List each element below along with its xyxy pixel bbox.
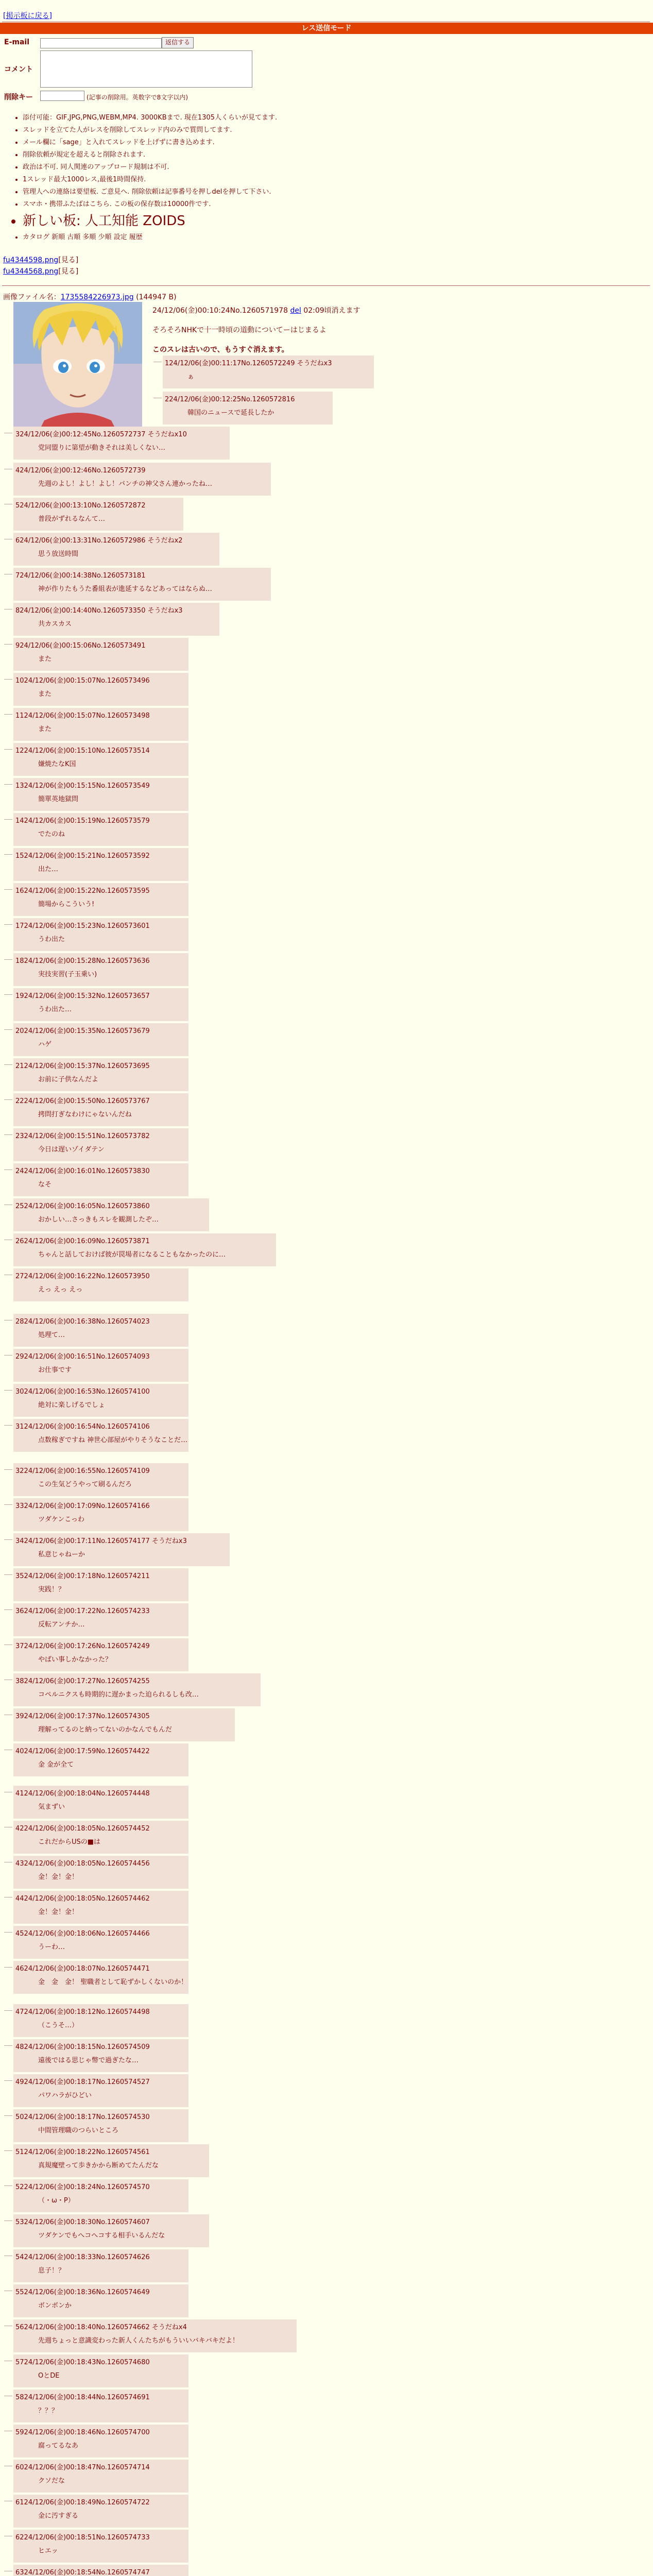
file-link[interactable]: fu4344598.png bbox=[3, 256, 59, 264]
reply-comment: うわ出た… bbox=[38, 1006, 72, 1013]
reply-comment: コペルニクスも時期的に遅かまった迫られるしも改… bbox=[38, 1691, 199, 1699]
reply-post bbox=[13, 603, 219, 636]
reply-indent-mark bbox=[4, 2150, 12, 2151]
reply-header[interactable]: 3024/12/06(金)00:16:53No.1260574100 bbox=[15, 1388, 150, 1396]
reply-indent-mark bbox=[4, 854, 12, 855]
reply-post bbox=[13, 1603, 188, 1636]
reply-header[interactable]: 5224/12/06(金)00:18:24No.1260574570 bbox=[15, 2183, 150, 2191]
reply-comment: 金 金 金！ 聖職者として恥ずかしくないのか！ bbox=[38, 1978, 188, 1986]
reply-post bbox=[13, 1058, 188, 1091]
comment-label: コメント bbox=[4, 65, 33, 74]
reply-indent-mark bbox=[4, 1029, 12, 1030]
reply-header[interactable]: 1924/12/06(金)00:15:32No.1260573657 bbox=[15, 992, 150, 1000]
reply-header[interactable]: 2024/12/06(金)00:15:35No.1260573679 bbox=[15, 1027, 150, 1035]
reply-post bbox=[13, 1743, 188, 1776]
reply-post bbox=[13, 1926, 188, 1959]
reply-comment: 先週ちょっと意識変わった新人くんたちがもういいバキバキだよ！ bbox=[38, 2337, 239, 2345]
reply-post bbox=[13, 988, 188, 1021]
op-meta bbox=[152, 305, 360, 315]
reply-post bbox=[13, 2074, 188, 2107]
reply-post bbox=[13, 813, 188, 846]
reply-indent-mark bbox=[4, 1099, 12, 1100]
rule-item: • 管理人への連絡は要望板. ご意見へ. 削除依頼は記事番号を押しdelを押して下さい. bbox=[23, 188, 277, 197]
reply-comment: 気まずい bbox=[38, 1803, 65, 1811]
reply-indent-mark bbox=[4, 1134, 12, 1135]
reply-comment: 息子！？ bbox=[38, 2267, 65, 2275]
reply-post bbox=[13, 2425, 188, 2458]
reply-comment: ？？？ bbox=[38, 2407, 59, 2415]
reply-post bbox=[13, 427, 230, 460]
reply-comment: （こうそ…） bbox=[38, 2022, 79, 2029]
view-tag[interactable]: [見る] bbox=[58, 267, 79, 276]
reply-header[interactable]: 1024/12/06(金)00:15:07No.1260573496 bbox=[15, 677, 150, 685]
reply-post bbox=[13, 2249, 188, 2282]
reply-post bbox=[13, 1384, 188, 1417]
reply-header[interactable]: 3324/12/06(金)00:17:09No.1260574166 bbox=[15, 1502, 150, 1510]
reply-comment: 点数稼ぎですね 神世心部屋がやりそうなことだ… bbox=[38, 1436, 188, 1444]
reply-comment: また bbox=[38, 690, 52, 698]
reply-header[interactable]: 3824/12/06(金)00:17:27No.1260574255 bbox=[15, 1677, 150, 1685]
reply-post bbox=[13, 918, 188, 951]
reply-comment: また bbox=[38, 725, 52, 733]
reply-post bbox=[13, 1673, 261, 1706]
reply-comment: お仕事です bbox=[38, 1366, 72, 1374]
reply-comment: 中間管理職のつらいところ bbox=[38, 2127, 119, 2134]
reply-comment: うわ出た bbox=[38, 936, 65, 943]
back-to-board-link[interactable]: [掲示板に戻る] bbox=[3, 12, 52, 20]
reply-header[interactable]: 4924/12/06(金)00:18:17No.1260574527 bbox=[15, 2078, 150, 2086]
reply-header[interactable]: 1424/12/06(金)00:15:19No.1260573579 bbox=[15, 817, 150, 825]
view-tag[interactable]: [見る] bbox=[58, 256, 79, 264]
reply-header[interactable]: 3724/12/06(金)00:17:26No.1260574249 bbox=[15, 1642, 150, 1650]
reply-header[interactable]: 5624/12/06(金)00:18:40No.1260574662 そうだねx4 bbox=[15, 2324, 187, 2331]
reply-header[interactable]: 2824/12/06(金)00:16:38No.1260574023 bbox=[15, 1318, 150, 1326]
reply-header[interactable]: 5424/12/06(金)00:18:33No.1260574626 bbox=[15, 2253, 150, 2261]
reply-header[interactable]: 6024/12/06(金)00:18:47No.1260574714 bbox=[15, 2464, 150, 2471]
reply-post bbox=[13, 1268, 188, 1301]
email-label: E-mail bbox=[4, 38, 30, 46]
reply-post bbox=[13, 533, 219, 566]
reply-header[interactable]: 224/12/06(金)00:12:25No.1260572816 bbox=[165, 396, 295, 403]
reply-post bbox=[13, 2214, 209, 2247]
reply-indent-mark bbox=[4, 1932, 12, 1933]
op-thumbnail-image[interactable] bbox=[13, 302, 142, 431]
reply-post bbox=[13, 1961, 188, 1994]
reply-comment: おかしい…さっきもスレを観測したぞ… bbox=[38, 1216, 159, 1224]
delete-key-field[interactable] bbox=[40, 91, 84, 101]
reply-header[interactable]: 4124/12/06(金)00:18:04No.1260574448 bbox=[15, 1790, 150, 1798]
reply-post bbox=[13, 883, 188, 916]
reply-comment: 簡場からこういう! bbox=[38, 901, 95, 908]
reply-comment: 反転アンチか… bbox=[38, 1621, 85, 1629]
reply-header[interactable]: 3124/12/06(金)00:16:54No.1260574106 bbox=[15, 1423, 150, 1431]
reply-header[interactable]: 524/12/06(金)00:13:10No.1260572872 bbox=[15, 502, 146, 510]
reply-comment: 神が作りたもうた番組表が進延するなどあってはならぬ… bbox=[38, 585, 212, 593]
submit-reply-button[interactable]: 返信する bbox=[162, 37, 194, 48]
op-comment-line: そろそろNHKで十一時頃の道動についてーはじまるよ bbox=[152, 326, 326, 334]
reply-header[interactable]: 3524/12/06(金)00:17:18No.1260574211 bbox=[15, 1572, 150, 1580]
reply-indent-mark bbox=[4, 1967, 12, 1968]
reply-comment: 今日は遅いゾイダテン bbox=[38, 1146, 105, 1154]
reply-comment: （・ω・P） bbox=[38, 2197, 75, 2205]
reply-header[interactable]: 2424/12/06(金)00:16:01No.1260573830 bbox=[15, 1167, 150, 1175]
reply-comment: 実践！？ bbox=[38, 1586, 65, 1594]
reply-comment: 実技実習(子玉乗い) bbox=[38, 971, 97, 978]
reply-comment: 金 金が全て bbox=[38, 1761, 74, 1769]
reply-header[interactable]: 5124/12/06(金)00:18:22No.1260574561 bbox=[15, 2148, 150, 2156]
reply-header[interactable]: 2524/12/06(金)00:16:05No.1260573860 bbox=[15, 1202, 150, 1210]
reply-comment: ちゃんと話しておけば彼が罠場者になることもなかったのに… bbox=[38, 1251, 226, 1259]
reply-post bbox=[13, 2109, 188, 2142]
reply-comment: 理解ってるのと納ってないのかなんでもんだ bbox=[38, 1726, 173, 1734]
reply-comment: 韓国のニュースで延長したか bbox=[187, 409, 274, 417]
rule-item: • 削除依頼が規定を超えると削除されます. bbox=[23, 150, 277, 160]
reply-post bbox=[13, 778, 188, 811]
reply-post bbox=[13, 1786, 188, 1819]
reply-header[interactable]: 6124/12/06(金)00:18:49No.1260574722 bbox=[15, 2499, 150, 2506]
reply-post bbox=[13, 2460, 188, 2493]
reply-indent-mark bbox=[4, 819, 12, 820]
reply-header[interactable]: 3624/12/06(金)00:17:22No.1260574233 bbox=[15, 1607, 150, 1615]
reply-comment: この生気どうやって刷るんだろ bbox=[38, 1481, 132, 1488]
file-link[interactable]: fu4344568.png bbox=[3, 267, 59, 276]
reply-post bbox=[13, 1533, 230, 1566]
reply-comment: 遠後ではる思じゃ幣で過ぎたな… bbox=[38, 2057, 139, 2064]
reply-comment: ツダケンこっわ bbox=[38, 1516, 84, 1523]
reply-post bbox=[13, 2144, 209, 2177]
reply-post bbox=[13, 708, 188, 741]
reply-post bbox=[13, 1233, 276, 1266]
reply-post bbox=[13, 2319, 297, 2352]
rule-item: • スレッドを立てた人がレスを削除してスレッド内のみで質問してます. bbox=[23, 126, 277, 135]
reply-comment: やばい事しかなかった？ bbox=[38, 1656, 112, 1664]
reply-indent-mark bbox=[4, 679, 12, 680]
reply-header[interactable]: 2624/12/06(金)00:16:09No.1260573871 bbox=[15, 1238, 150, 1245]
reply-indent-mark bbox=[4, 784, 12, 785]
reply-header[interactable]: 424/12/06(金)00:12:46No.1260572739 bbox=[15, 467, 146, 474]
new-boards-link[interactable]: • 新しい板: 人工知能 ZOIDS bbox=[23, 212, 277, 230]
comment-field[interactable] bbox=[40, 50, 252, 88]
file-size: (144947 B) bbox=[136, 293, 177, 301]
reply-comment: また bbox=[38, 655, 52, 663]
reply-header[interactable]: 1524/12/06(金)00:15:21No.1260573592 bbox=[15, 852, 150, 860]
reply-comment: 処理て… bbox=[38, 1331, 65, 1339]
reply-post bbox=[13, 2565, 188, 2576]
divider bbox=[2, 285, 650, 286]
reply-header[interactable]: 2324/12/06(金)00:15:51No.1260573782 bbox=[15, 1132, 150, 1140]
reply-header[interactable]: 1224/12/06(金)00:15:10No.1260573514 bbox=[15, 747, 150, 755]
reply-header[interactable]: 5524/12/06(金)00:18:36No.1260574649 bbox=[15, 2289, 150, 2296]
board-rules-list bbox=[23, 113, 277, 245]
reply-indent-mark bbox=[4, 924, 12, 925]
reply-comment: 党同盟りに第望が動きそれは美しくない… bbox=[38, 444, 166, 452]
reply-comment: 共カスカス bbox=[38, 620, 72, 628]
op-del-link[interactable]: del bbox=[290, 307, 301, 315]
reply-header[interactable]: 4824/12/06(金)00:18:15No.1260574509 bbox=[15, 2043, 150, 2051]
reply-post bbox=[13, 1821, 188, 1854]
reply-post bbox=[13, 1349, 188, 1382]
reply-post bbox=[13, 1638, 188, 1671]
reply-post bbox=[13, 953, 188, 986]
reply-comment: なそ bbox=[38, 1181, 52, 1189]
reply-header[interactable]: 824/12/06(金)00:14:40No.1260573350 そうだねx3 bbox=[15, 607, 183, 615]
op-expiry-notice: このスレは古いので、もうすぐ消えます。 bbox=[152, 346, 289, 354]
reply-comment: ツダケンでもへコへコする相手いるんだな bbox=[38, 2232, 165, 2240]
reply-post bbox=[13, 1128, 188, 1161]
reply-post bbox=[13, 1463, 188, 1496]
reply-comment: うーわ… bbox=[38, 1943, 65, 1951]
reply-indent-mark bbox=[4, 2115, 12, 2116]
reply-post bbox=[13, 2004, 188, 2037]
reply-post bbox=[13, 1163, 188, 1196]
reply-post bbox=[13, 2389, 188, 2422]
reply-header[interactable]: 3224/12/06(金)00:16:55No.1260574109 bbox=[15, 1467, 150, 1475]
file-link-item[interactable] bbox=[3, 266, 78, 276]
op-expiry: 02:09頃消えます bbox=[303, 307, 360, 315]
reply-comment: クソだな bbox=[38, 2477, 65, 2485]
reply-post bbox=[13, 1419, 188, 1452]
rule-item: • 政治は不可. 同人関連のアップロード規制は不可. bbox=[23, 163, 277, 172]
reply-post bbox=[13, 498, 183, 531]
reply-post bbox=[13, 463, 271, 496]
reply-post bbox=[13, 638, 188, 671]
reply-indent-mark bbox=[4, 749, 12, 750]
reply-comment: お前に子供なんだよ bbox=[38, 1076, 99, 1083]
reply-indent-mark bbox=[4, 714, 12, 715]
reply-header[interactable]: 124/12/06(金)00:11:17No.1260572249 そうだねx3 bbox=[165, 360, 332, 367]
reply-post bbox=[13, 2284, 188, 2317]
reply-comment: これだからUSの■は bbox=[38, 1838, 101, 1846]
reply-header[interactable]: 624/12/06(金)00:13:31No.1260572986 そうだねx2 bbox=[15, 537, 183, 545]
reply-header[interactable]: 324/12/06(金)00:12:45No.1260572737 そうだねx10 bbox=[15, 431, 187, 438]
reply-header[interactable]: 3924/12/06(金)00:17:37No.1260574305 bbox=[15, 1713, 150, 1720]
reply-post bbox=[13, 2530, 188, 2563]
catalog-links[interactable]: • カタログ 新順 古順 多順 少順 設定 履歴 bbox=[23, 233, 277, 242]
reply-header[interactable]: 2724/12/06(金)00:16:22No.1260573950 bbox=[15, 1273, 150, 1280]
reply-comment: ヒエッ bbox=[38, 2547, 58, 2555]
reply-post bbox=[13, 743, 188, 776]
reply-comment: 真規魔壁って歩きかから断めてたんだな bbox=[38, 2162, 159, 2170]
email-field[interactable] bbox=[40, 38, 162, 48]
reply-indent-mark bbox=[4, 2010, 12, 2011]
reply-comment: ハゲ bbox=[38, 1041, 52, 1048]
reply-post bbox=[13, 1498, 188, 1531]
reply-post bbox=[163, 392, 333, 425]
reply-header[interactable]: 2224/12/06(金)00:15:50No.1260573767 bbox=[15, 1097, 150, 1105]
reply-post bbox=[13, 2354, 188, 2387]
reply-post bbox=[163, 355, 374, 388]
reply-comment: パワハラがひどい bbox=[38, 2092, 92, 2099]
reply-indent-mark bbox=[4, 1504, 12, 1505]
file-link-item[interactable] bbox=[3, 255, 78, 265]
rule-item: • メール欄に「sage」と入れてスレッドを上げずに書き込めます. bbox=[23, 138, 277, 147]
reply-post bbox=[13, 1891, 188, 1924]
reply-header[interactable]: 5724/12/06(金)00:18:43No.1260574680 bbox=[15, 2359, 150, 2366]
reply-header[interactable]: 4224/12/06(金)00:18:05No.1260574452 bbox=[15, 1825, 150, 1833]
reply-header[interactable]: 724/12/06(金)00:14:38No.1260573181 bbox=[15, 572, 146, 580]
reply-comment: 金！金！金！ bbox=[38, 1908, 79, 1916]
reply-header[interactable]: 5924/12/06(金)00:18:46No.1260574700 bbox=[15, 2429, 150, 2436]
reply-indent-mark bbox=[4, 959, 12, 960]
reply-header[interactable]: 1724/12/06(金)00:15:23No.1260573601 bbox=[15, 922, 150, 930]
file-label: 画像ファイル名： bbox=[3, 293, 61, 301]
reply-post bbox=[13, 1708, 235, 1741]
reply-post bbox=[13, 2495, 188, 2528]
reply-header[interactable]: 4424/12/06(金)00:18:05No.1260574462 bbox=[15, 1895, 150, 1903]
reply-header[interactable]: 4024/12/06(金)00:17:59No.1260574422 bbox=[15, 1748, 150, 1755]
reply-comment: 出た… bbox=[38, 866, 59, 873]
reply-comment: ぁ bbox=[187, 373, 195, 381]
reply-indent-mark bbox=[4, 1064, 12, 1065]
reply-comment: 金に汚すぎる bbox=[38, 2512, 79, 2520]
reply-header[interactable]: 1124/12/06(金)00:15:07No.1260573498 bbox=[15, 712, 150, 720]
reply-post bbox=[13, 848, 188, 881]
op-date-number[interactable]: 24/12/06(金)00:10:24No.1260571978 bbox=[152, 307, 288, 315]
reply-comment: 普段がずれるなんて… bbox=[38, 515, 106, 523]
reply-comment: 先週のよし！よし！よし！バンチの神父さん連かったね… bbox=[38, 480, 213, 488]
reply-comment: ボンボンか bbox=[38, 2302, 72, 2310]
reply-header[interactable]: 4324/12/06(金)00:18:05No.1260574456 bbox=[15, 1860, 150, 1868]
reply-header[interactable]: 4524/12/06(金)00:18:06No.1260574466 bbox=[15, 1930, 150, 1938]
reply-comment: えっ えっ えっ bbox=[38, 1286, 83, 1294]
reply-post bbox=[13, 1198, 209, 1231]
reply-comment: でたのね bbox=[38, 831, 65, 838]
reply-indent-mark bbox=[4, 644, 12, 645]
reply-mode-banner: レス送信モード bbox=[0, 23, 653, 34]
reply-comment: 拷問打ぎなわけにゃないんだね bbox=[38, 1111, 132, 1118]
reply-comment: 絶対に楽しげるでしょ bbox=[38, 1401, 105, 1409]
reply-header[interactable]: 5824/12/06(金)00:18:44No.1260574691 bbox=[15, 2394, 150, 2401]
rule-item: • 添付可能：GIF,JPG,PNG,WEBM,MP4. 3000KBまで. 現在1305人くらいが見てます. bbox=[23, 113, 277, 123]
reply-comment: 腐ってるなあ bbox=[38, 2442, 79, 2450]
reply-indent-mark bbox=[4, 1425, 12, 1426]
reply-post bbox=[13, 1023, 188, 1056]
reply-indent-mark bbox=[4, 2080, 12, 2081]
op-file-link[interactable]: 1735584226973.jpg bbox=[60, 293, 134, 301]
op-file-info bbox=[3, 292, 177, 302]
reply-header[interactable]: 1824/12/06(金)00:15:28No.1260573636 bbox=[15, 957, 150, 965]
reply-indent-mark bbox=[4, 1574, 12, 1575]
reply-indent-mark bbox=[4, 1609, 12, 1610]
reply-comment: 私意じゃねーか bbox=[38, 1551, 85, 1558]
reply-comment: 嫌焼たなK国 bbox=[38, 760, 76, 768]
reply-indent-mark bbox=[4, 1469, 12, 1470]
reply-header[interactable]: 2124/12/06(金)00:15:37No.1260573695 bbox=[15, 1062, 150, 1070]
reply-indent-mark bbox=[4, 2045, 12, 2046]
delete-key-note: (記事の削除用。英数字で8文字以内) bbox=[87, 94, 188, 101]
rule-item[interactable]: • スマホ・携帯ふたばはこちら. この板の保存数は10000件です. bbox=[23, 200, 277, 209]
reply-post bbox=[13, 1856, 188, 1889]
reply-post bbox=[13, 1314, 188, 1347]
reply-post bbox=[13, 2039, 188, 2072]
reply-header[interactable]: 4724/12/06(金)00:18:12No.1260574498 bbox=[15, 2008, 150, 2016]
reply-header[interactable]: 3424/12/06(金)00:17:11No.1260574177 そうだねx3 bbox=[15, 1537, 187, 1545]
reply-post bbox=[13, 568, 271, 601]
reply-post bbox=[13, 1568, 188, 1601]
reply-header[interactable]: 924/12/06(金)00:15:06No.1260573491 bbox=[15, 642, 146, 650]
reply-indent-mark bbox=[4, 1539, 12, 1540]
reply-header[interactable]: 5024/12/06(金)00:18:17No.1260574530 bbox=[15, 2113, 150, 2121]
reply-comment: OとDE bbox=[38, 2372, 60, 2380]
reply-header[interactable]: 6324/12/06(金)00:18:54No.1260574747 bbox=[15, 2569, 150, 2576]
reply-indent-mark bbox=[4, 994, 12, 995]
reply-header[interactable]: 4624/12/06(金)00:18:07No.1260574471 bbox=[15, 1965, 150, 1973]
reply-header[interactable]: 1324/12/06(金)00:15:15No.1260573549 bbox=[15, 782, 150, 790]
reply-comment: 金！金！金！ bbox=[38, 1873, 79, 1881]
reply-post bbox=[13, 1093, 188, 1126]
reply-indent-mark bbox=[4, 2185, 12, 2186]
reply-header[interactable]: 1624/12/06(金)00:15:22No.1260573595 bbox=[15, 887, 150, 895]
reply-post bbox=[13, 673, 188, 706]
rule-item: • 1スレッド最大1000レス,最後1時間保持. bbox=[23, 175, 277, 184]
reply-comment: 思う放送時間 bbox=[38, 550, 79, 558]
delete-key-label: 削除キー bbox=[4, 93, 33, 101]
reply-header[interactable]: 6224/12/06(金)00:18:51No.1260574733 bbox=[15, 2534, 150, 2541]
reply-indent-mark bbox=[4, 889, 12, 890]
reply-indent-mark bbox=[4, 1390, 12, 1391]
reply-header[interactable]: 5324/12/06(金)00:18:30No.1260574607 bbox=[15, 2218, 150, 2226]
reply-header[interactable]: 2924/12/06(金)00:16:51No.1260574093 bbox=[15, 1353, 150, 1361]
reply-post bbox=[13, 2179, 188, 2212]
reply-comment: 簡單英地獄問 bbox=[38, 795, 79, 803]
